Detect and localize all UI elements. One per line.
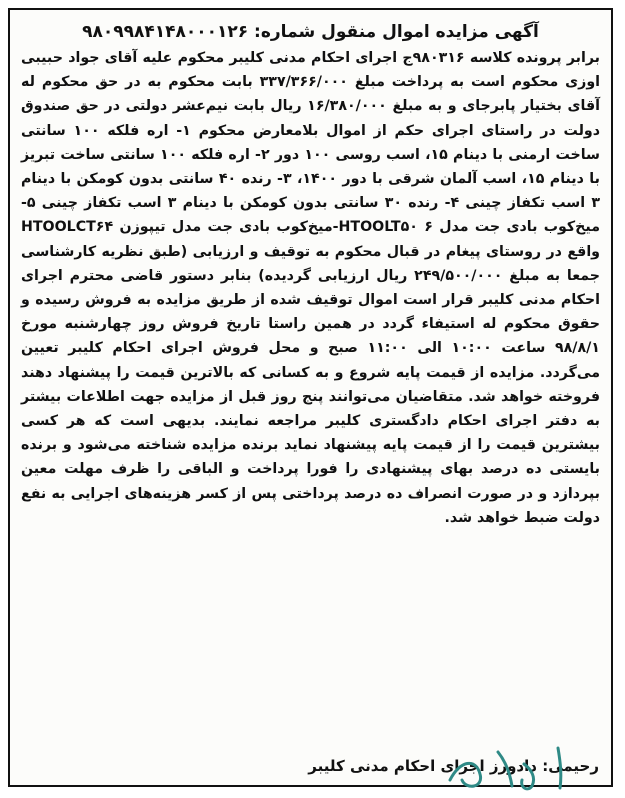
auction-notice (8, 8, 613, 787)
notice-body: برابر پرونده کلاسه ۹۸۰۳۱۶ج اجرای احکام مدنی کلیبر محکوم علیه آقای جواد حبیبی اوزی محکوم است به پرداخت مبلغ ۳۳۷/۳۶۶/۰۰۰ بابت محکوم به در حق محکوم له آقای بختیار پابرجای و به مبلغ ۱۶/۳۸۰/۰۰۰ ریال بابت نیم‌عشر دولتی در حق صندوق دولت در راستای اجرای حکم از اموال بلامعارض محکوم ۱- اره فلکه ۱۰۰ سانتی ساخت ارمنی با دینام ۱۵، اسب روسی ۱۰۰ دور ۲- اره فلکه ۱۰۰ سانتی ساخت تبریز با دینام ۱۵، اسب آلمان شرقی با دور ۱۴۰۰، ۳- رنده ۴۰ سانتی بدون کومکن با دینام ۳ اسب تکفاز چینی ۴- رنده ۳۰ سانتی بدون کومکن با دینام ۳ اسب تکفاز چینی ۵- میخ‌کوب بادی جت مدل HTOOLT۵۰ ۶-میخ‌کوب بادی جت مدل تیپوزن HTOOLCT۶۴ واقع در روستای پیغام در قبال محکوم به توقیف و ارزیابی (طبق نظریه کارشناسی جمعا به مبلغ ۲۴۹/۵۰۰/۰۰۰ ریال ارزیابی گردیده) بنابر دستور قاضی محترم اجرای احکام مدنی کلیبر قرار است اموال توقیف شده از طریق مزایده به فروش رسیده و حقوق محکوم له استیفاء گردد در همین راستا تاریخ فروش روز چهارشنبه مورخ ۹۸/۸/۱ ساعت ۱۰:۰۰ الی ۱۱:۰۰ صبح و محل فروش اجرای احکام کلیبر تعیین می‌گردد. مزایده از قیمت پایه شروع و به کسانی که بالاترین قیمت را پیشنهاد دهند فروخته خواهد شد. متقاضیان می‌توانند پنج روز قبل از مزایده جهت اطلاعات بیشتر به دفتر اجرای احکام دادگستری کلیبر مراجعه نمایند. بدیهی است که هر کسی بیشترین قیمت را از قیمت پایه پیشنهاد نماید برنده مزایده شناخته می‌شود و برنده بایستی ده درصد بهای پیشنهادی را فورا پرداخت و الباقی را ظرف مهلت معین بپردازد و در صورت انصراف ده درصد پرداختی پس از کسر هزینه‌های اجرایی به نفع دولت ضبط خواهد شد. (21, 50, 601, 526)
handwritten-mark (440, 740, 610, 794)
notice-signature: رحیمی: دادورز اجرای احکام مدنی کلیبر (308, 757, 599, 775)
notice-title: آگهی مزایده اموال منقول شماره: ۹۸۰۹۹۸۴۱۴۸۰۰۰۱۲۶ (82, 22, 539, 42)
